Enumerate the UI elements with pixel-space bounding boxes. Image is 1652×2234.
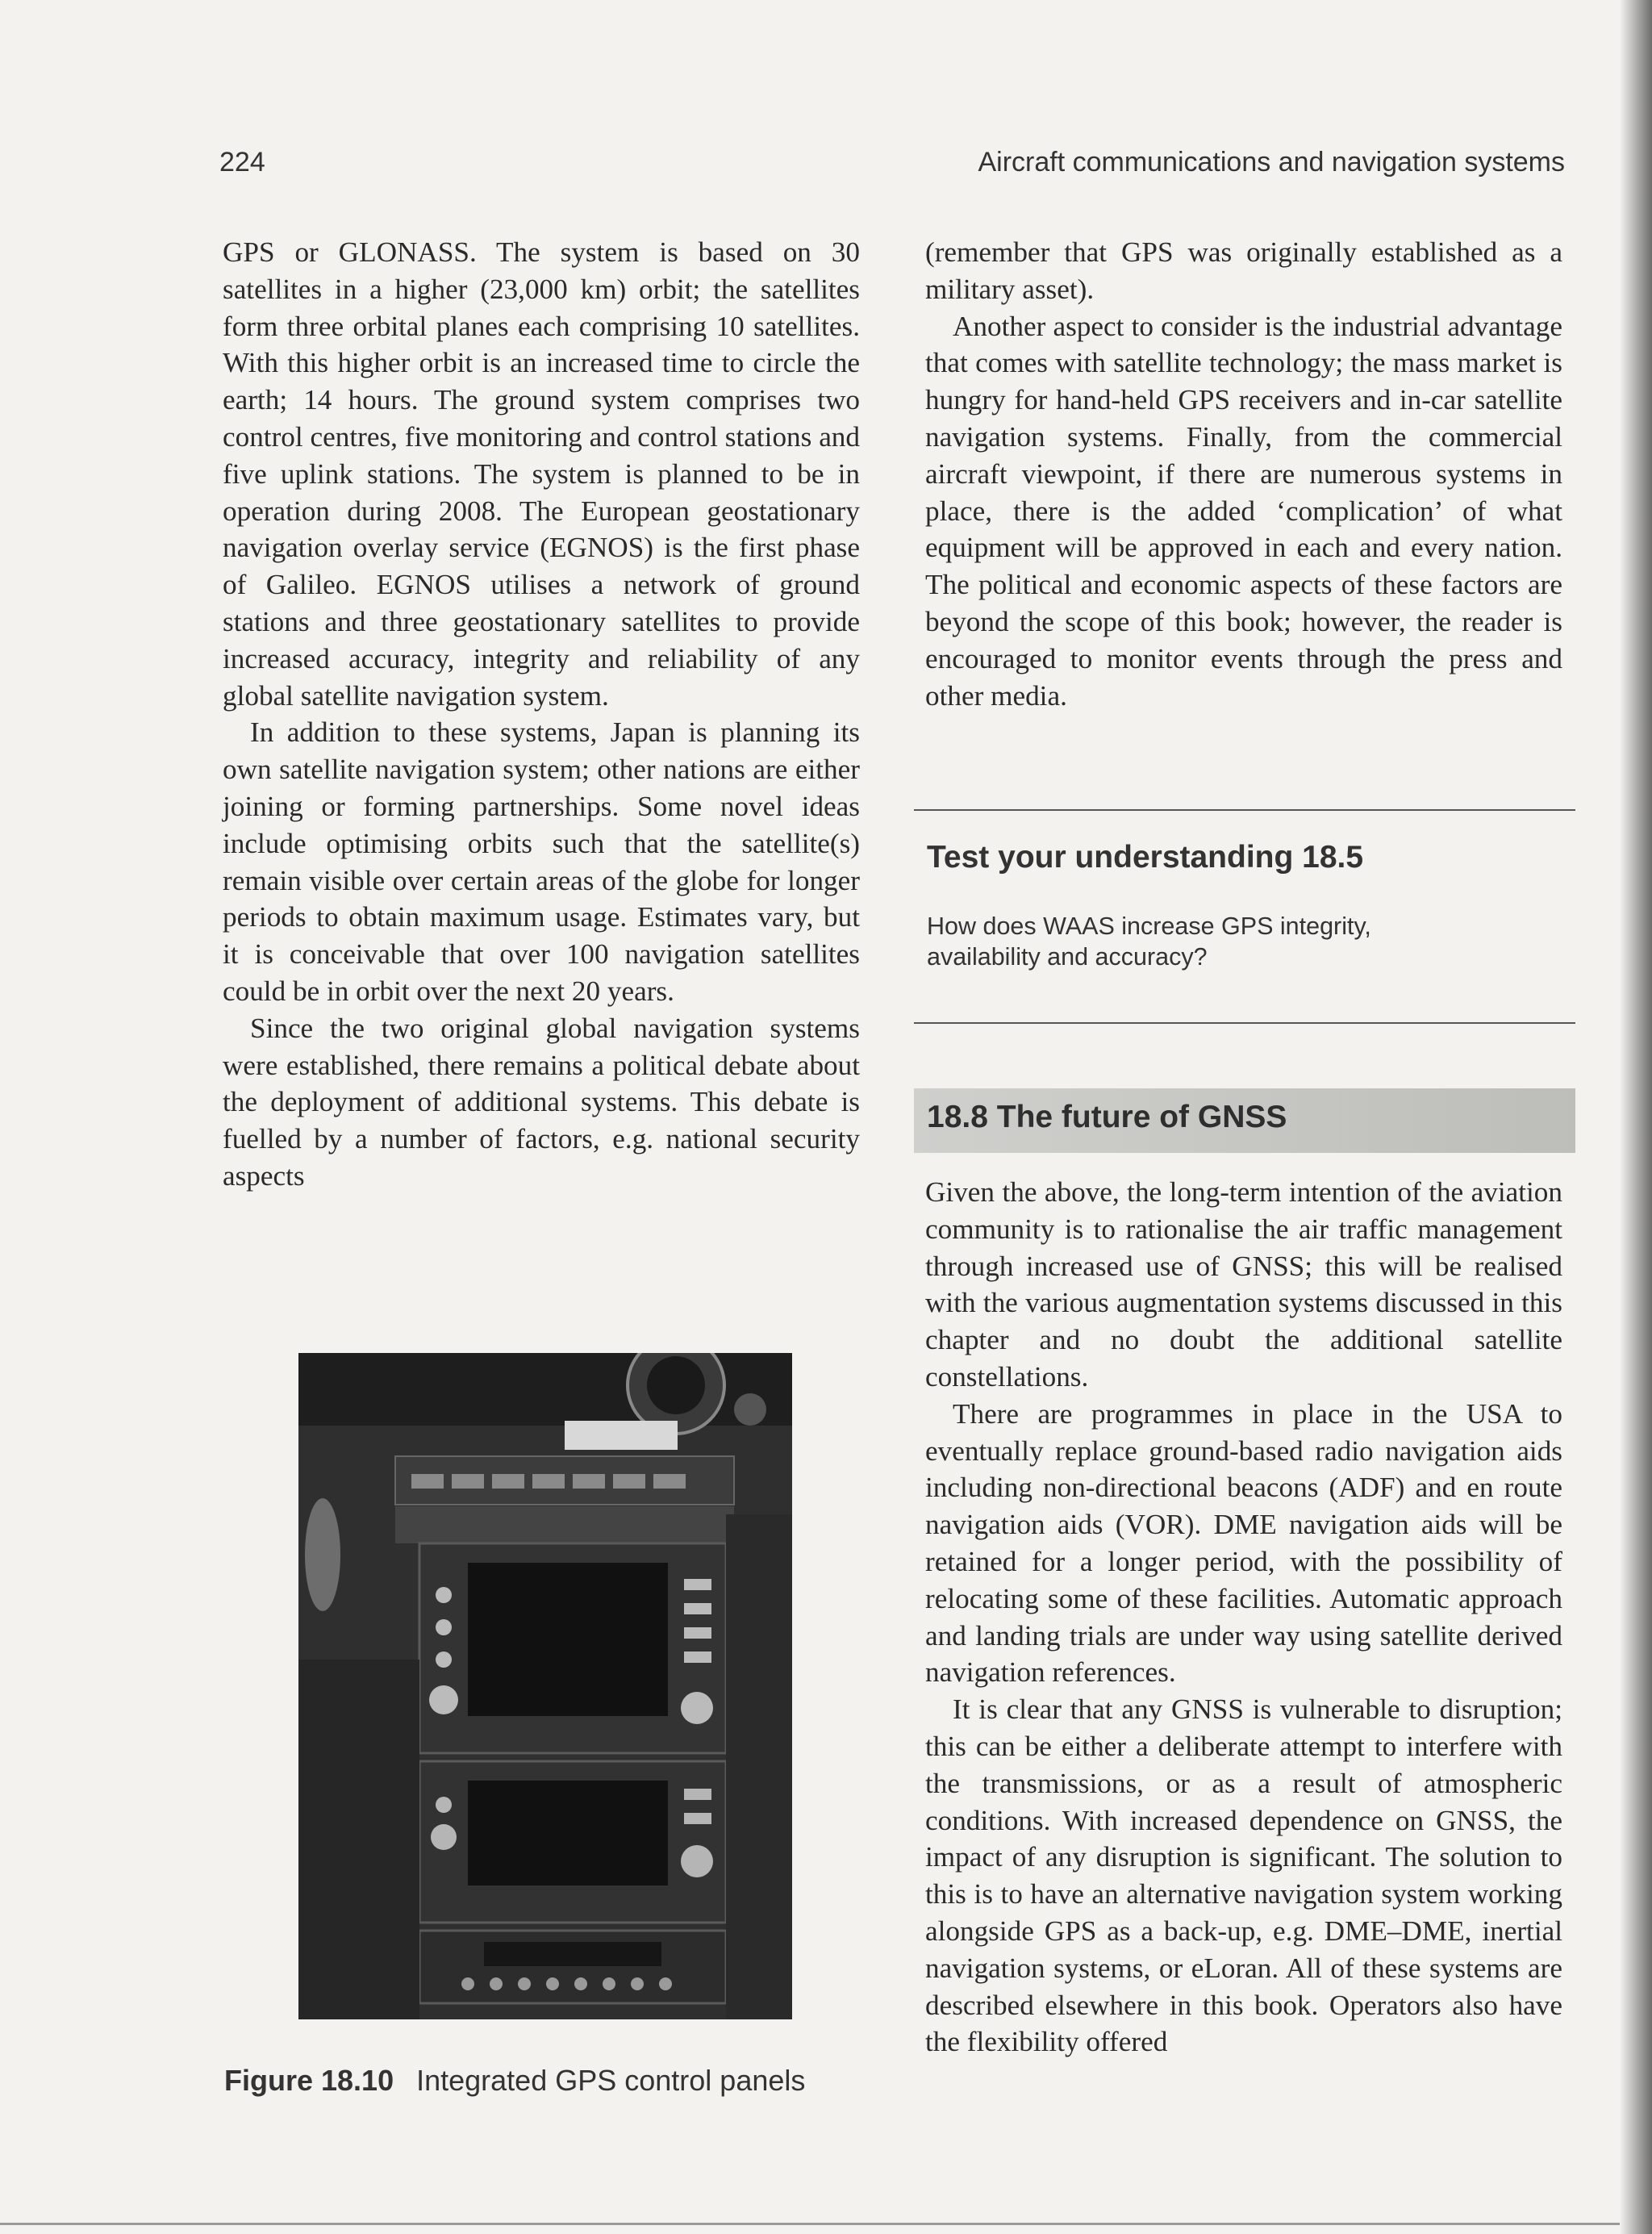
figure-number: Figure 18.10 (224, 2064, 394, 2097)
right-column-section-body (925, 1174, 1562, 2061)
right-paragraph-2: Another aspect to consider is the industrial advantage that comes with satellite technology; the mass market is hungry for hand-held GPS receivers and in-car satellite navigation systems. Finally, from the commercial aircraft viewpoint, if there are numerous systems in place, there is the added ‘complication’ of what equipment will be approved in each and every nation. The political and economic aspects of these factors are beyond the scope of this book; however, the reader is encouraged to monitor events through the press and other media. (925, 310, 1562, 712)
test-your-understanding-box (914, 809, 1575, 1024)
page-bottom-edge (0, 2223, 1620, 2225)
section-paragraph-3: It is clear that any GNSS is vulnerable to disruption; this can be either a deliberate attempt to interfere with the transmissions, or as a result of atmospheric conditions. With increased dependence on GNSS, the impact of any disruption is significant. The solution to this is to have an alternative navigation system working alongside GPS as a back-up, e.g. DME–DME, inertial navigation systems, or eLoran. All of these systems are described elsewhere in this book. Operators also have the flexibility offered (925, 1693, 1562, 2058)
page-number: 224 (219, 147, 265, 177)
test-box-title: Test your understanding 18.5 (927, 840, 1364, 875)
section-paragraph-1: Given the above, the long-term intention of the aviation community is to rationalise the air traffic management through increased use of GNSS; this will be realised with the various augmentation systems discussed in this chapter and no doubt the additional satellite constellations. (925, 1176, 1562, 1393)
test-box-question: How does WAAS increase GPS integrity, availability and accuracy? (927, 912, 1371, 971)
section-heading-bar (914, 1088, 1575, 1153)
left-paragraph-3: Since the two original global navigation systems were established, there remains a political debate about the deployment of additional systems. This debate is fuelled by a number of factors, e.g. national security aspects (223, 1012, 860, 1192)
right-column-top (925, 234, 1562, 714)
left-paragraph-2: In addition to these systems, Japan is planning its own satellite navigation system; other nations are either joining or forming partnerships. Some novel ideas include optimising orbits such that the satellite(s) remain visible over certain areas of the globe for longer periods to obtain maximum usage. Estimates vary, but it is conceivable that over 100 navigation satellites could be in orbit over the next 20 years. (223, 716, 860, 1007)
page-edge-shadow (1620, 0, 1652, 2234)
section-paragraph-2: There are programmes in place in the USA to eventually replace ground-based radio navigation aids including non-directional beacons (ADF) and en route navigation aids (VOR). DME navigation aids will be retained for a longer period, with the possibility of relocating some of these facilities. Automatic approach and landing trials are under way using satellite derived navigation references. (925, 1397, 1562, 1689)
right-paragraph-1: (remember that GPS was originally established as a military asset). (925, 236, 1562, 305)
figure-caption-text: Integrated GPS control panels (416, 2064, 806, 2097)
gps-panel-photo-illustration (298, 1353, 792, 2019)
page-header (219, 147, 1565, 187)
section-heading: 18.8 The future of GNSS (927, 1100, 1287, 1134)
running-head: Aircraft communications and navigation systems (978, 147, 1565, 177)
left-paragraph-1: GPS or GLONASS. The system is based on 30 satellites in a higher (23,000 km) orbit; the satellites form three orbital planes each comprising 10 satellites. With this higher orbit is an increased time to circle the earth; 14 hours. The ground system comprises two control centres, five monitoring and control stations and five uplink stations. The system is planned to be in operation during 2008. The European geostationary navigation overlay service (EGNOS) is the first phase of Galileo. EGNOS utilises a network of ground stations and three geostationary satellites to provide increased accuracy, integrity and reliability of any global satellite navigation system. (223, 236, 860, 712)
left-column (223, 234, 860, 1195)
figure-photo-gps-panels (298, 1353, 792, 2019)
figure-caption (224, 2064, 805, 2098)
